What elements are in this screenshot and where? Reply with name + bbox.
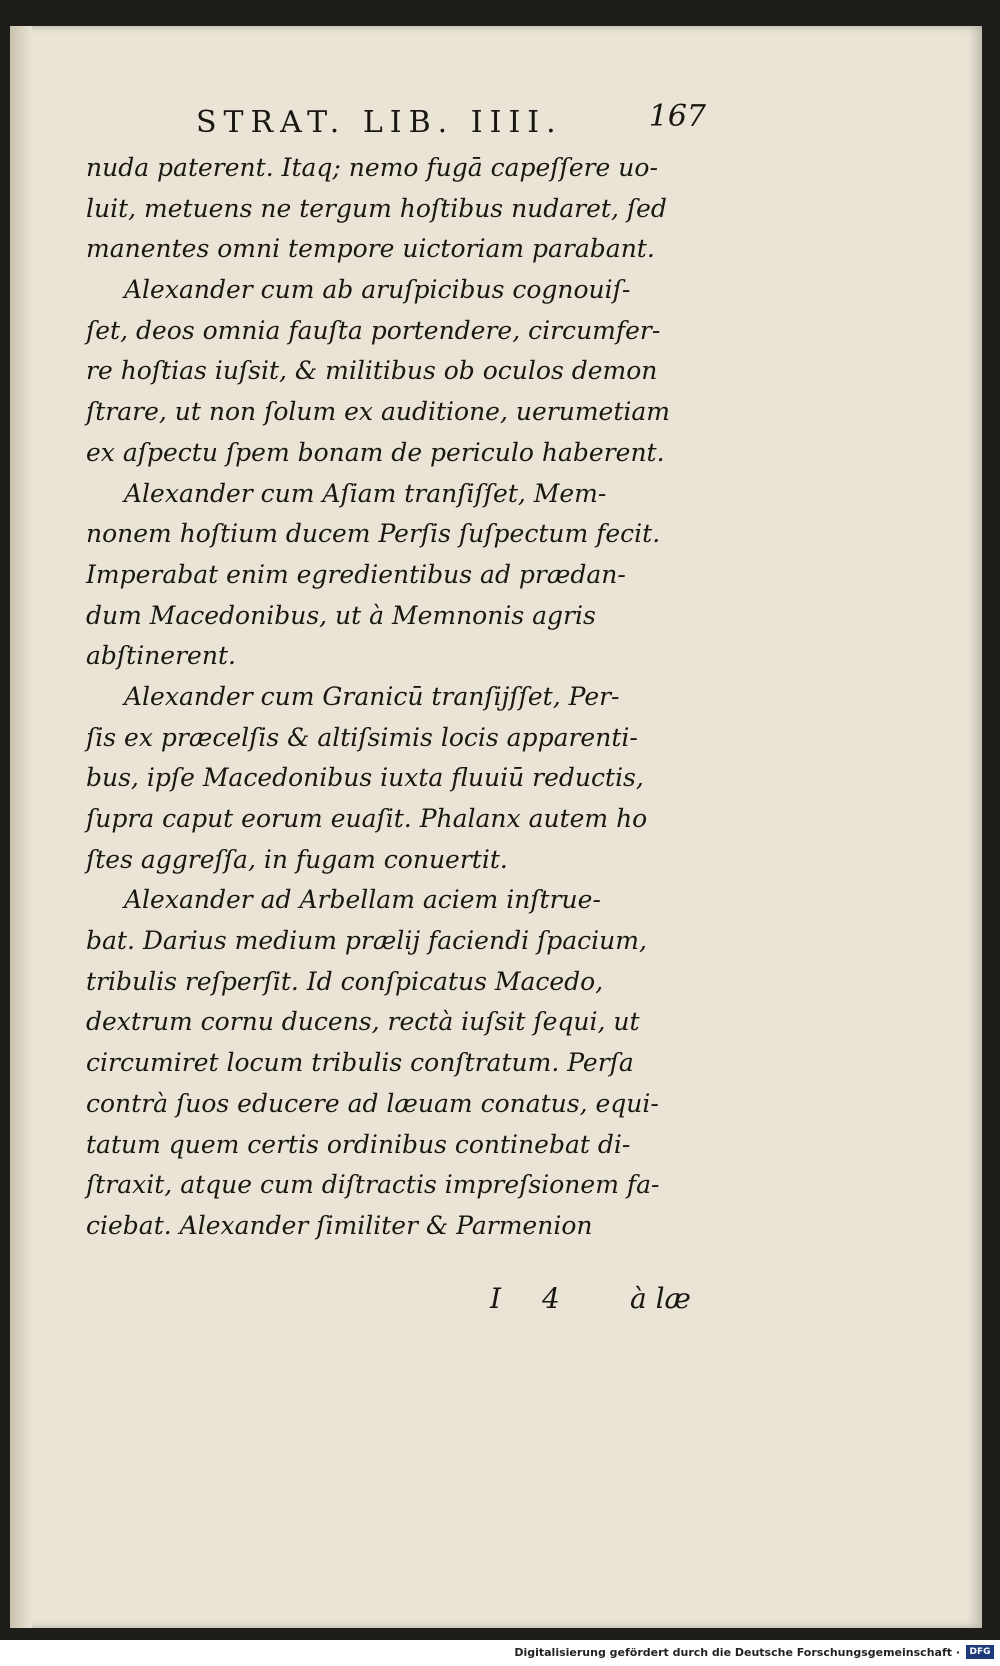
text-line: bat. Darius medium prælij faciendi ſpacium, [86, 926, 647, 956]
body-text [86, 148, 716, 1247]
text-line: tatum quem certis ordinibus continebat di- [86, 1129, 631, 1159]
signature-letter: I [490, 1282, 502, 1315]
footer-bar [0, 1640, 1000, 1666]
text-line: ſtrare, ut non ſolum ex auditione, uerumetiam [86, 397, 670, 427]
text-line: nonem hoſtium ducem Perſis ſuſpectum fecit. [86, 519, 661, 549]
text-line: ciebat. Alexander ſimiliter & Parmenion [86, 1210, 593, 1240]
text-line: tribulis reſperſit. Id conſpicatus Macedo, [86, 966, 604, 996]
text-line: Alexander cum Aſiam tranſiſſet, Mem- [124, 478, 607, 508]
text-line: contrà ſuos educere ad læuam conatus, equi- [86, 1088, 659, 1118]
page-gutter [10, 26, 32, 1628]
text-line: Alexander cum ab aruſpicibus cognouiſ- [124, 275, 631, 305]
text-line: luit, metuens ne tergum hoſtibus nudaret, ſed [86, 193, 667, 223]
text-line: re hoſtias iuſsit, & militibus ob oculos demon [86, 356, 658, 386]
dfg-logo: DFG [966, 1645, 994, 1659]
text-line: abſtinerent. [86, 641, 236, 671]
text-line: Imperabat enim egredientibus ad prædan- [86, 559, 626, 589]
signature-line [490, 1282, 730, 1322]
text-line: ſtraxit, atque cum diſtractis impreſsionem fa- [86, 1170, 660, 1200]
catchword: à læ [630, 1282, 691, 1315]
running-title: STRAT. LIB. IIII. [196, 105, 563, 140]
page-number: 167 [648, 99, 706, 134]
text-line: ſet, deos omnia fauſta portendere, circumfer- [86, 315, 661, 345]
text-line: dum Macedonibus, ut à Memnonis agris [86, 600, 596, 630]
text-line: Alexander ad Arbellam aciem inſtrue- [124, 885, 601, 915]
text-line: nuda paterent. Itaq; nemo fugā capeſſere uo- [86, 153, 658, 182]
footer-credit: Digitalisierung gefördert durch die Deutsche Forschungsgemeinschaft · [514, 1646, 960, 1659]
text-line: dextrum cornu ducens, rectà iuſsit ſequi, ut [86, 1007, 640, 1037]
text-line: ſis ex præcelſis & altiſsimis locis apparenti- [86, 722, 638, 752]
text-line: Alexander cum Granicū tranſijſſet, Per- [124, 681, 620, 711]
text-line: circumiret locum tribulis conſtratum. Perſa [86, 1048, 634, 1078]
page-header [196, 99, 706, 145]
signature-number: 4 [542, 1282, 560, 1315]
text-line: ſupra caput eorum euaſit. Phalanx autem ho [86, 804, 648, 833]
text-line: manentes omni tempore uictoriam parabant. [86, 234, 655, 264]
text-line: bus, ipſe Macedonibus iuxta fluuiū reductis, [86, 763, 644, 793]
text-line: ſtes aggreſſa, in fugam conuertit. [86, 844, 508, 874]
text-line: ex aſpectu ſpem bonam de periculo haberent. [86, 437, 665, 467]
